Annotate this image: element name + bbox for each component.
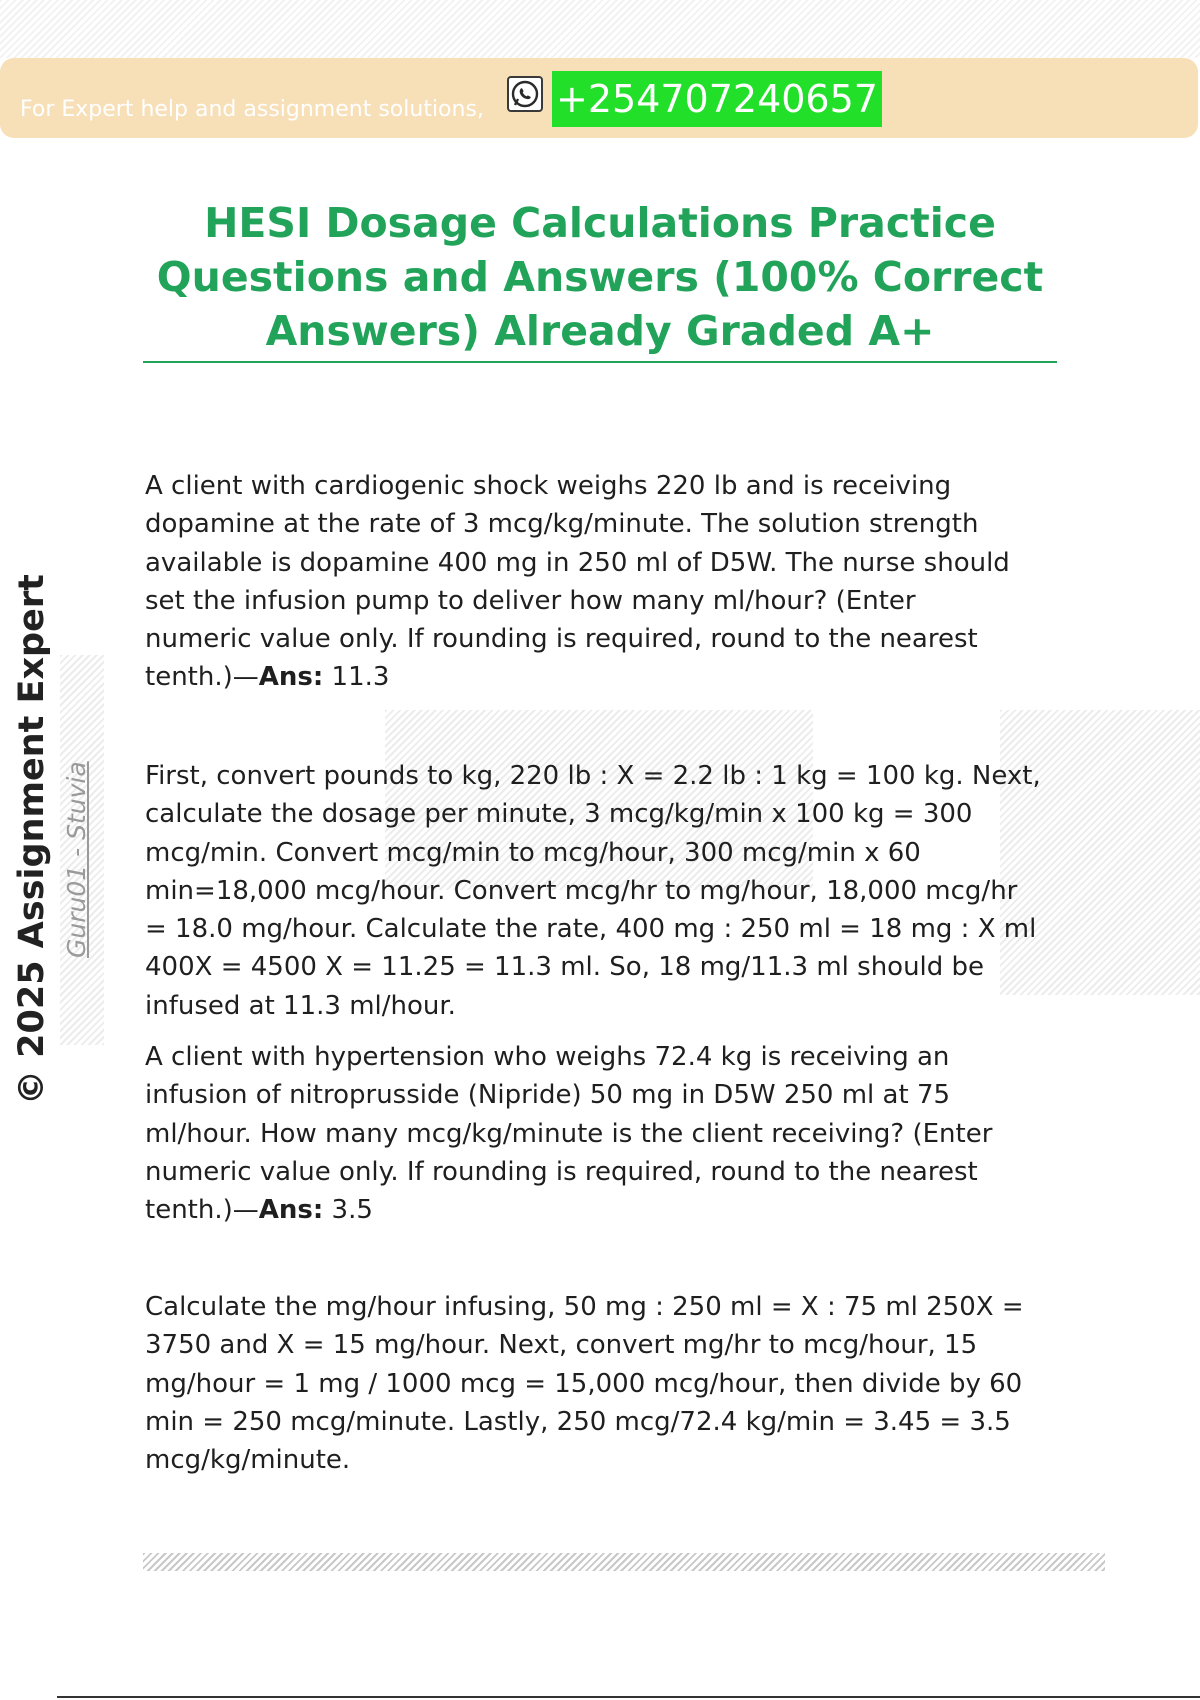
bottom-texture — [143, 1553, 1105, 1571]
answer-value: 11.3 — [323, 662, 390, 693]
page-title: HESI Dosage Calculations Practice Questions and Answers (100% Correct Answers) Already Graded A+ — [156, 199, 1044, 355]
explanation-1: First, convert pounds to kg, 220 lb : X = 2.2 lb : 1 kg = 100 kg. Next, calculate the dosage per minute, 3 mcg/kg/min x 100 kg = 300 mcg/min. Convert mcg/min to mcg/hour, 300 mcg/min x 60 min=18,000 mcg/hour. Convert mcg/hr to mg/hour, 18,000 mcg/hr = 18.0 mg/hour. Calculate the rate, 400 mg : 250 ml = 18 mg : X ml 400X = 4500 X = 11.25 = 11.3 ml. So, 18 mg/11.3 ml should be infused at 11.3 ml/hour. — [145, 761, 1041, 1021]
watermark-copyright: © 2025 Assignment Expert — [12, 574, 52, 1105]
question-text: A client with cardiogenic shock weighs 220 lb and is receiving dopamine at the rate of 3 mcg/kg/minute. The solution strength available is dopamine 400 mg in 250 ml of D5W. The nurse should set the infusion pump to deliver how many ml/hour? (Enter numeric value only. If rounding is required, round to the nearest tenth.)— — [145, 471, 1010, 693]
title-underline — [143, 361, 1057, 363]
question-1 — [145, 467, 1065, 697]
explanation-2: Calculate the mg/hour infusing, 50 mg : 250 ml = X : 75 ml 250X = 3750 and X = 15 mg/hour. Next, convert mg/hr to mcg/hour, 15 mg/hour = 1 mg / 1000 mcg = 15,000 mcg/hour, then divide by 60 min = 250 mcg/minute. Lastly, 250 mcg/72.4 kg/min = 3.45 = 3.5 mcg/kg/minute. — [145, 1292, 1024, 1476]
question-text: A client with hypertension who weighs 72.4 kg is receiving an infusion of nitroprusside (Nipride) 50 mg in D5W 250 ml at 75 ml/hour. How many mcg/kg/minute is the client receiving? (Enter numeric value only. If rounding is required, round to the nearest tenth.)— — [145, 1042, 993, 1226]
answer-value: 3.5 — [323, 1195, 373, 1226]
answer-label: Ans: — [258, 662, 324, 693]
footer-divider — [57, 1696, 1200, 1698]
question-2 — [145, 1038, 1065, 1229]
banner-text: For Expert help and assignment solutions, — [20, 97, 484, 122]
answer-label: Ans: — [258, 1195, 324, 1226]
phone-number[interactable]: +254707240657 — [552, 71, 882, 127]
top-texture — [0, 0, 1200, 58]
whatsapp-icon[interactable] — [507, 76, 543, 112]
watermark-source: Guru01 - Stuvia — [62, 761, 91, 958]
